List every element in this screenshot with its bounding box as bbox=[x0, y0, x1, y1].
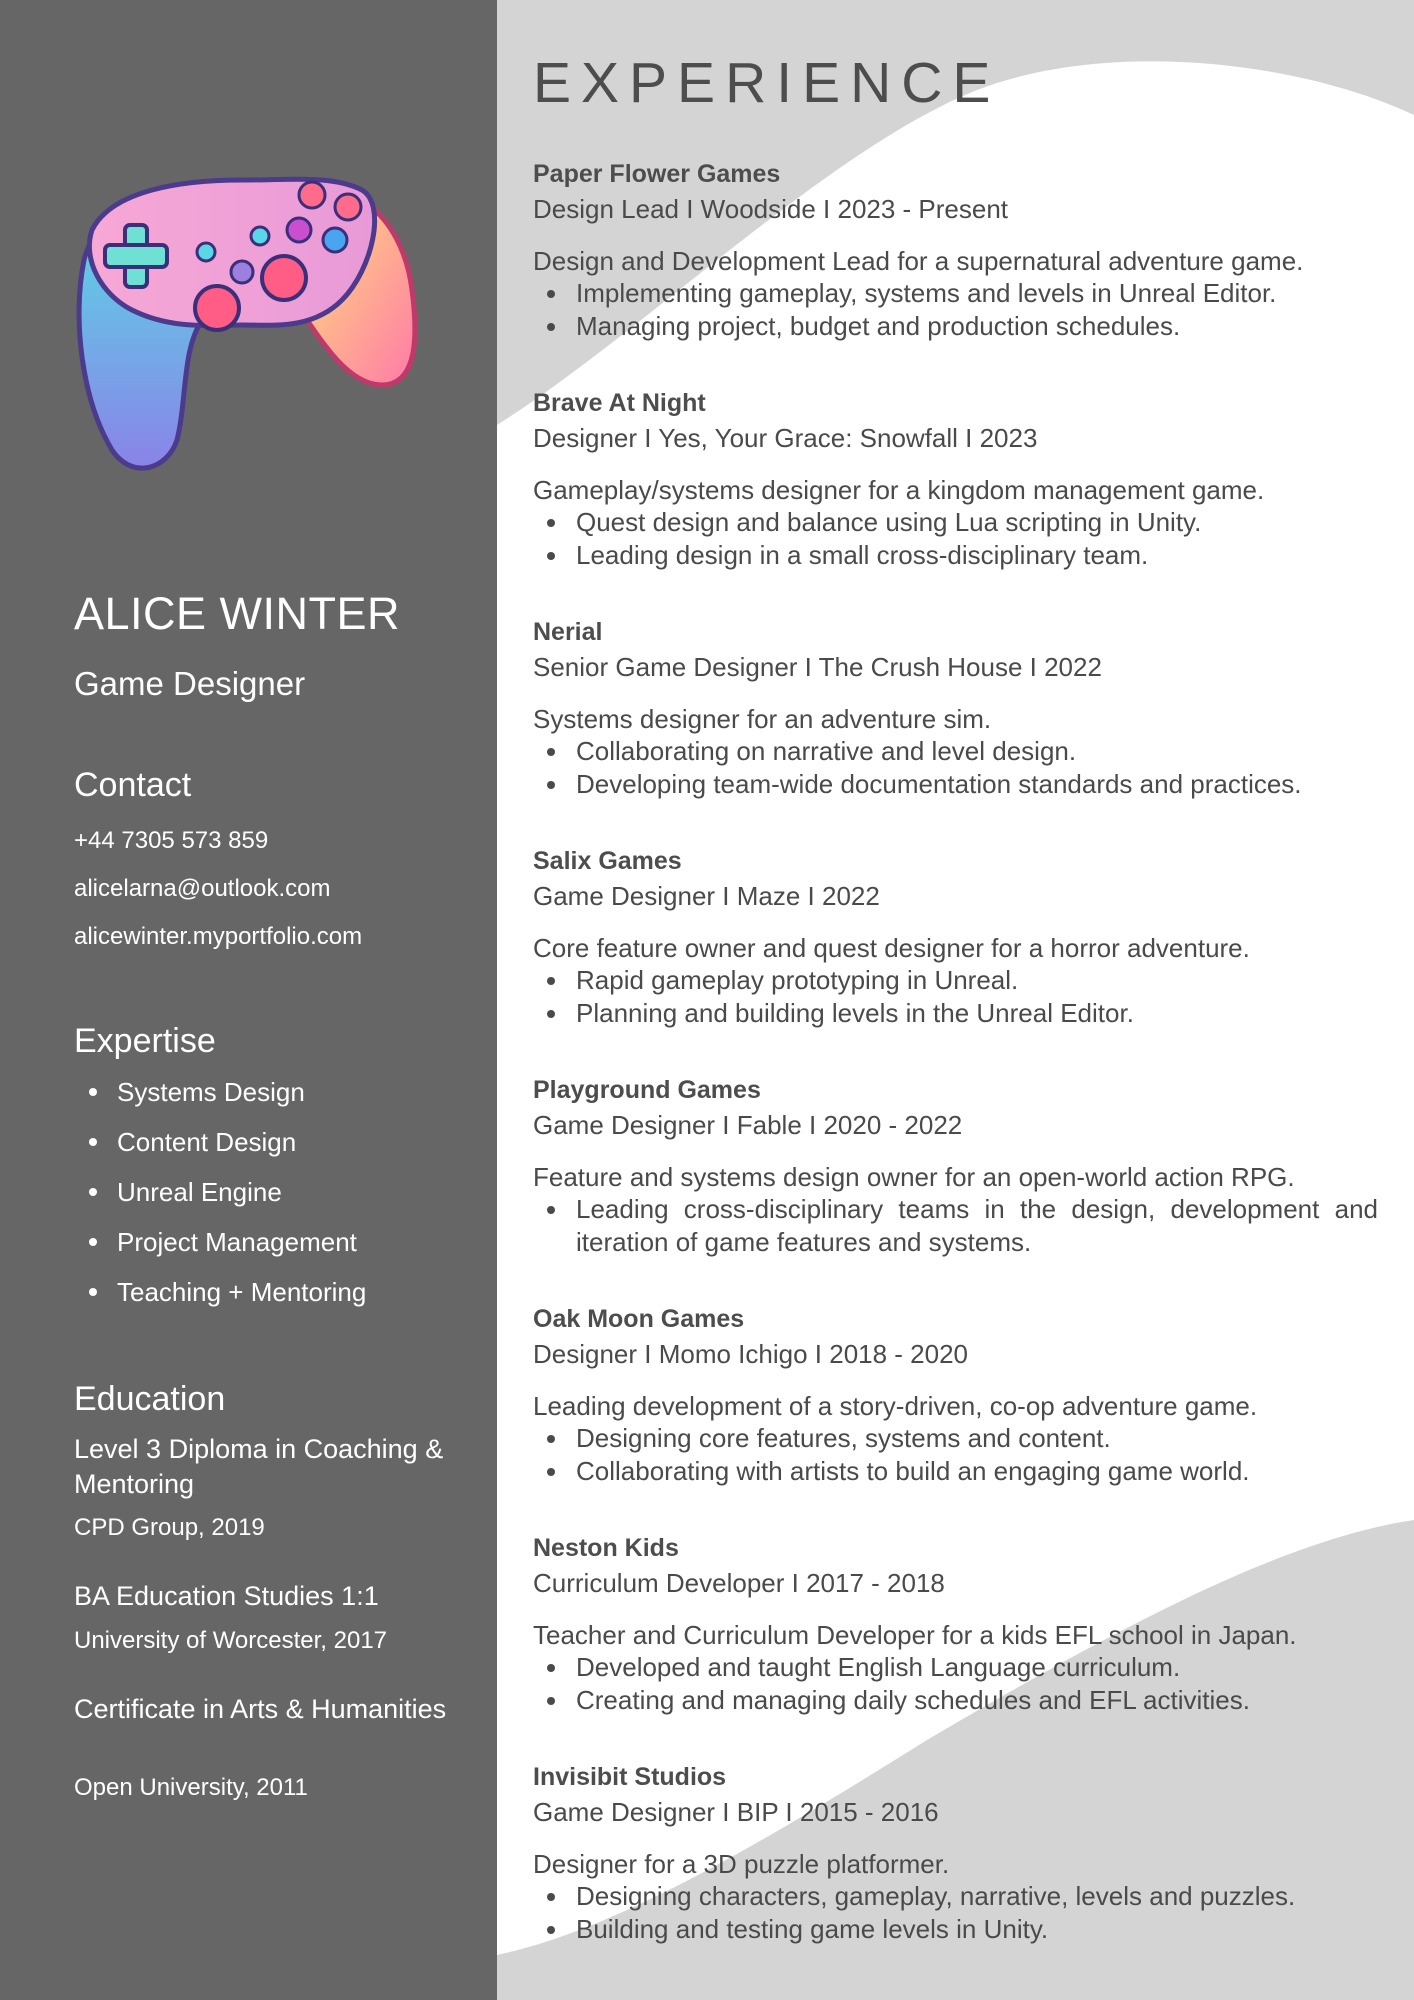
education-institution: Open University, 2011 bbox=[74, 1774, 308, 1801]
job-position: Senior Game Designer I The Crush House I 2022 bbox=[533, 652, 1102, 682]
education-degree: BA Education Studies 1:1 bbox=[74, 1581, 379, 1611]
job-entry bbox=[533, 1533, 1378, 1717]
job-bullets bbox=[533, 506, 1378, 572]
job-entry bbox=[533, 159, 1378, 343]
job-company: Invisibit Studios bbox=[533, 1763, 727, 1791]
job-entry bbox=[533, 617, 1378, 801]
job-position: Game Designer I Maze I 2022 bbox=[533, 881, 880, 911]
job-bullet: Rapid gameplay prototyping in Unreal. bbox=[533, 964, 1378, 997]
job-entry bbox=[533, 1075, 1378, 1259]
experience-heading: EXPERIENCE bbox=[533, 51, 1001, 115]
job-bullets bbox=[533, 1651, 1378, 1717]
phone-number: +44 7305 573 859 bbox=[74, 827, 269, 854]
expertise-item: Content Design bbox=[74, 1123, 366, 1173]
game-controller-icon bbox=[72, 150, 424, 475]
job-company: Playground Games bbox=[533, 1076, 761, 1104]
candidate-role: Game Designer bbox=[74, 665, 306, 702]
job-position: Game Designer I Fable I 2020 - 2022 bbox=[533, 1110, 963, 1140]
job-bullet: Collaborating on narrative and level design. bbox=[533, 735, 1378, 768]
job-summary: Design and Development Lead for a supernatural adventure game. bbox=[533, 246, 1304, 276]
job-bullet: Designing characters, gameplay, narrative, levels and puzzles. bbox=[533, 1880, 1378, 1913]
job-bullet: Leading cross-disciplinary teams in the design, development and iteration of game features and systems. bbox=[533, 1193, 1378, 1259]
job-position: Designer I Yes, Your Grace: Snowfall I 2023 bbox=[533, 423, 1038, 453]
portfolio-link[interactable]: alicewinter.myportfolio.com bbox=[74, 923, 363, 950]
job-company: Paper Flower Games bbox=[533, 160, 781, 188]
job-bullet: Designing core features, systems and content. bbox=[533, 1422, 1378, 1455]
job-company: Oak Moon Games bbox=[533, 1305, 745, 1333]
job-position: Designer I Momo Ichigo I 2018 - 2020 bbox=[533, 1339, 969, 1369]
job-company: Brave At Night bbox=[533, 389, 706, 417]
job-summary: Systems designer for an adventure sim. bbox=[533, 704, 992, 734]
job-summary: Designer for a 3D puzzle platformer. bbox=[533, 1849, 950, 1879]
job-position: Game Designer I BIP I 2015 - 2016 bbox=[533, 1797, 939, 1827]
job-company: Salix Games bbox=[533, 847, 682, 875]
job-bullets bbox=[533, 277, 1378, 343]
expertise-item: Project Management bbox=[74, 1223, 366, 1273]
expertise-list bbox=[74, 1073, 366, 1323]
job-bullet: Developed and taught English Language curriculum. bbox=[533, 1651, 1378, 1684]
sidebar bbox=[0, 0, 497, 2000]
job-bullet: Building and testing game levels in Unity. bbox=[533, 1913, 1378, 1946]
job-bullet: Quest design and balance using Lua scripting in Unity. bbox=[533, 506, 1378, 539]
job-summary: Leading development of a story-driven, co-op adventure game. bbox=[533, 1391, 1258, 1421]
education-degree: Level 3 Diploma in Coaching & Mentoring bbox=[74, 1434, 444, 1499]
job-summary: Teacher and Curriculum Developer for a kids EFL school in Japan. bbox=[533, 1620, 1297, 1650]
job-company: Nerial bbox=[533, 618, 603, 646]
job-bullet: Leading design in a small cross-disciplinary team. bbox=[533, 539, 1378, 572]
job-bullet: Managing project, budget and production schedules. bbox=[533, 310, 1378, 343]
job-entry bbox=[533, 1762, 1378, 1946]
expertise-item: Teaching + Mentoring bbox=[74, 1273, 366, 1323]
job-bullets bbox=[533, 1880, 1378, 1946]
job-bullets bbox=[533, 1422, 1378, 1488]
job-bullet: Collaborating with artists to build an engaging game world. bbox=[533, 1455, 1378, 1488]
email-link[interactable]: alicelarna@outlook.com bbox=[74, 875, 331, 902]
job-summary: Gameplay/systems designer for a kingdom management game. bbox=[533, 475, 1265, 505]
job-bullet: Developing team-wide documentation standards and practices. bbox=[533, 768, 1378, 801]
job-position: Curriculum Developer I 2017 - 2018 bbox=[533, 1568, 945, 1598]
job-summary: Feature and systems design owner for an open-world action RPG. bbox=[533, 1162, 1295, 1192]
job-bullet: Implementing gameplay, systems and levels in Unreal Editor. bbox=[533, 277, 1378, 310]
job-entry bbox=[533, 846, 1378, 1030]
job-entry bbox=[533, 388, 1378, 572]
job-position: Design Lead I Woodside I 2023 - Present bbox=[533, 194, 1009, 224]
job-company: Neston Kids bbox=[533, 1534, 679, 1562]
education-institution: CPD Group, 2019 bbox=[74, 1514, 265, 1541]
job-bullets bbox=[533, 735, 1378, 801]
job-entry bbox=[533, 1304, 1378, 1488]
expertise-item: Unreal Engine bbox=[74, 1173, 366, 1223]
job-bullets bbox=[533, 964, 1378, 1030]
education-degree: Certificate in Arts & Humanities bbox=[74, 1694, 447, 1724]
education-heading: Education bbox=[74, 1380, 226, 1418]
job-bullet: Creating and managing daily schedules and EFL activities. bbox=[533, 1684, 1378, 1717]
expertise-heading: Expertise bbox=[74, 1022, 216, 1060]
contact-heading: Contact bbox=[74, 766, 192, 804]
expertise-item: Systems Design bbox=[74, 1073, 366, 1123]
job-bullet: Planning and building levels in the Unreal Editor. bbox=[533, 997, 1378, 1030]
job-bullets bbox=[533, 1193, 1378, 1259]
candidate-name: ALICE WINTER bbox=[74, 588, 401, 639]
education-institution: University of Worcester, 2017 bbox=[74, 1627, 388, 1654]
job-summary: Core feature owner and quest designer for a horror adventure. bbox=[533, 933, 1250, 963]
